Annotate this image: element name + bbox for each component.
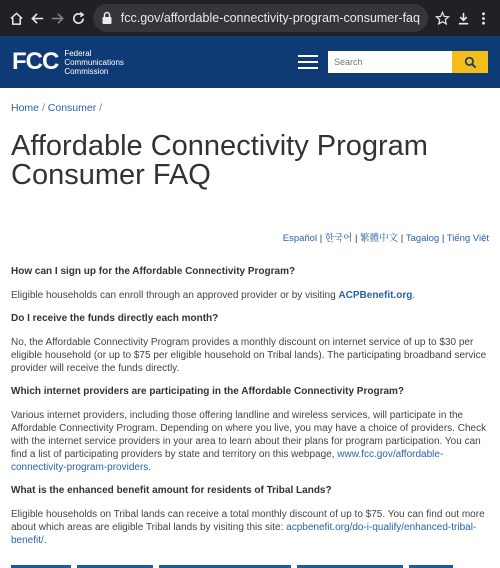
site-header — [0, 36, 500, 88]
faq-answer-1: Eligible households can enroll through an approved provider or by visiting ACPBenefit.org. — [11, 290, 416, 301]
page-title-line-1: Affordable Connectivity Program — [11, 130, 428, 162]
tribal-benefit-link[interactable]: acpbenefit.org/do-i-qualify/enhanced-tribal-benefit/ — [11, 522, 477, 546]
lang-separator: | — [319, 233, 323, 244]
home-icon[interactable] — [6, 3, 27, 33]
lang-vietnamese[interactable]: Tiếng Việt — [446, 233, 489, 244]
lock-icon[interactable] — [101, 11, 115, 25]
lang-chinese[interactable]: 繁體中文 — [360, 233, 399, 244]
url-text: fcc.gov/affordable-connectivity-program-consumer-faq — [120, 11, 420, 25]
logo-line-1: Federal — [64, 48, 92, 58]
providers-link[interactable]: www.fcc.gov/affordable-connectivity-program-providers — [11, 449, 444, 473]
lang-separator: | — [441, 233, 445, 244]
site-search — [328, 51, 488, 73]
logo-line-3: Commission — [64, 66, 109, 76]
forward-icon[interactable] — [47, 3, 68, 33]
fcc-logo[interactable] — [12, 48, 124, 76]
star-icon[interactable] — [432, 3, 453, 33]
lang-tagalog[interactable]: Tagalog — [405, 233, 440, 244]
search-input[interactable] — [328, 51, 452, 73]
logo-mark: FCC — [12, 48, 59, 75]
menu-dots-icon[interactable] — [473, 3, 494, 33]
faq-answer-3: Various internet providers, including those offering landline and wireless services, will participate in the Affordable Connectivity Program. Depending on where you live, you may have a choice of providers. Check with the internet service providers in your area to learn about their plans for program participation. You can find a list of participating providers by state and territory on this webpage, www.fcc.gov/affordable-connectivity-program-providers. — [11, 410, 487, 473]
address-bar[interactable] — [93, 4, 428, 32]
reload-icon[interactable] — [68, 3, 89, 33]
breadcrumb — [11, 102, 489, 114]
logo-line-2: Communications — [64, 57, 124, 67]
page-title-line-2: Consumer FAQ — [11, 159, 211, 191]
search-button[interactable] — [452, 51, 488, 73]
breadcrumb-consumer[interactable]: Consumer — [47, 102, 97, 114]
faq-question-2: Do I receive the funds directly each month? — [11, 313, 219, 324]
lang-separator: | — [355, 233, 358, 244]
breadcrumb-home[interactable]: Home — [11, 102, 40, 114]
breadcrumb-separator: / — [41, 102, 45, 114]
main-content — [0, 88, 500, 547]
search-icon — [464, 56, 477, 69]
hamburger-menu-icon[interactable] — [298, 55, 318, 69]
page-title — [11, 132, 489, 190]
back-icon[interactable] — [27, 3, 48, 33]
faq-question-4: What is the enhanced benefit amount for residents of Tribal Lands? — [11, 485, 332, 496]
faq-answer-4: Eligible households on Tribal lands can receive a total monthly discount of up to $75. You can find out more about which areas are eligible Tribal lands by visiting this site: acpbenefit.org/do-i-qualify/enhanced-tribal-benefit/. — [11, 509, 485, 546]
acp-benefit-link[interactable]: ACPBenefit.org — [338, 290, 413, 301]
faq-answer-2: No, the Affordable Connectivity Program provides a monthly discount on internet service of up to $30 per eligible household (or up to $75 per eligible household on Tribal lands). The participating broadband service provider will receive the funds directly. — [11, 337, 487, 374]
download-icon[interactable] — [453, 3, 474, 33]
faq-question-3: Which internet providers are participating in the Affordable Connectivity Program? — [11, 386, 405, 397]
language-links — [11, 230, 489, 244]
lang-korean[interactable]: 한국어 — [324, 233, 353, 244]
breadcrumb-separator: / — [99, 102, 103, 114]
browser-toolbar — [0, 0, 500, 36]
faq-question-1: How can I sign up for the Affordable Connectivity Program? — [11, 266, 296, 277]
logo-text — [64, 49, 124, 76]
lang-separator: | — [400, 233, 404, 244]
lang-espanol[interactable]: Español — [282, 233, 318, 244]
